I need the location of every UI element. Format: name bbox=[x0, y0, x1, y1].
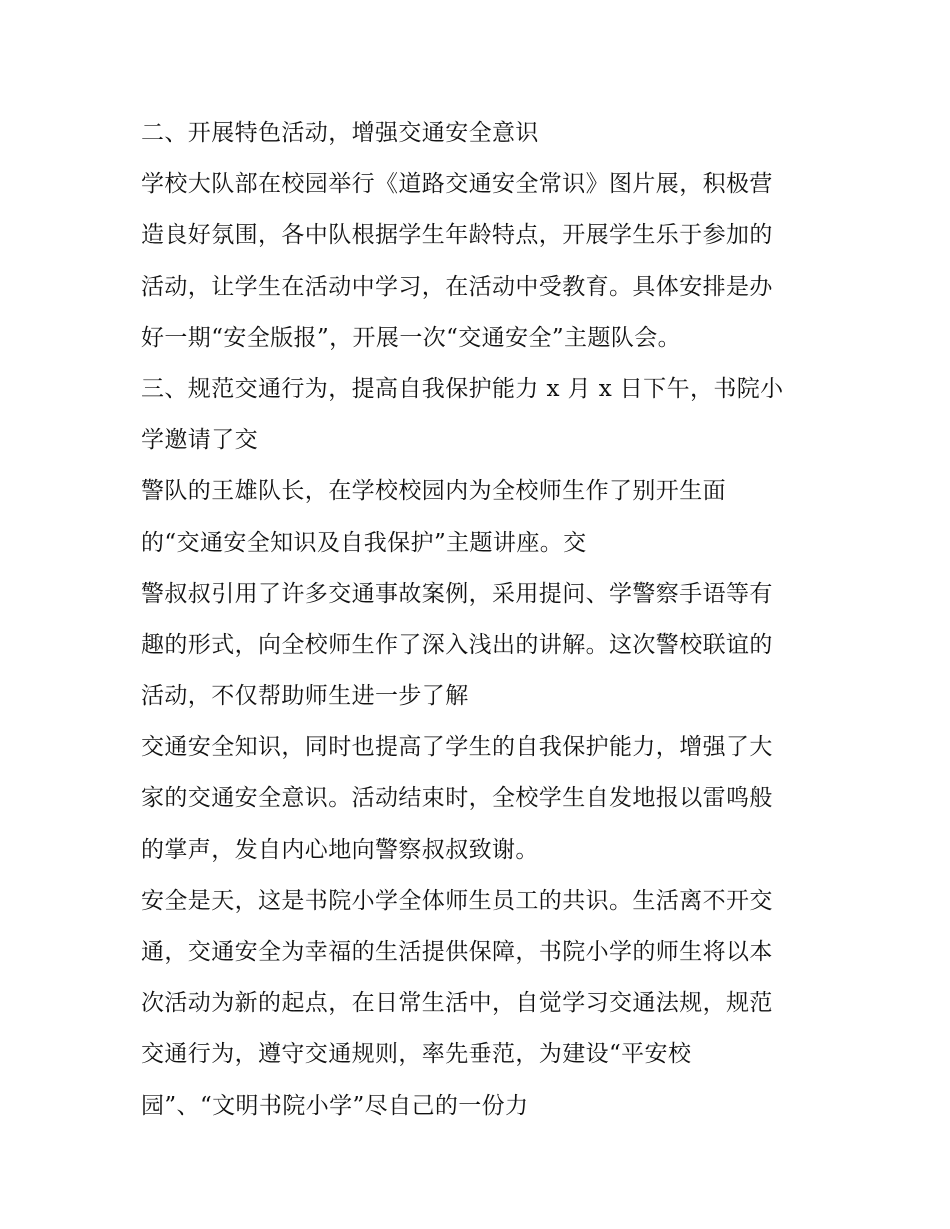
text-line: 交通行为，遵守交通规则，率先垂范，为建设“平安校 bbox=[141, 1041, 692, 1068]
text-line: 学校大队部在校园举行《道路交通安全常识》图片展，积极营 bbox=[141, 171, 773, 198]
text-line: 通，交通安全为幸福的生活提供保障，书院小学的师生将以本 bbox=[141, 939, 773, 965]
text-line: 的掌声，发自内心地向警察叔叔致谢。 bbox=[141, 836, 539, 863]
text-line: 学邀请了交 bbox=[141, 427, 258, 454]
text-line: 警叔叔引用了许多交通事故案例，采用提问、学警察手语等有 bbox=[141, 580, 773, 607]
text-line: 警队的王雄队长，在学校校园内为全校师生作了别开生面 bbox=[141, 478, 726, 505]
text-line: 交通安全知识，同时也提高了学生的自我保护能力，增强了大 bbox=[141, 734, 773, 761]
text-line: 好一期“安全版报”，开展一次“交通安全”主题队会。 bbox=[141, 324, 682, 351]
text-line: 造良好氛围，各中队根据学生年龄特点，开展学生乐于参加的 bbox=[141, 222, 773, 249]
text-line: 活动，不仅帮助师生进一步了解 bbox=[141, 683, 469, 710]
section-heading-2: 二、开展特色活动，增强交通安全意识 bbox=[141, 120, 539, 146]
text-line: 的“交通安全知识及自我保护”主题讲座。交 bbox=[141, 529, 587, 556]
text-line: 园”、“文明书院小学”尽自己的一份力 bbox=[141, 1092, 529, 1119]
text-line: 活动，让学生在活动中学习，在活动中受教育。具体安排是办 bbox=[141, 273, 773, 300]
text-line: 家的交通安全意识。活动结束时，全校学生自发地报以雷鸣般 bbox=[141, 785, 773, 812]
text-line: 趣的形式，向全校师生作了深入浅出的讲解。这次警校联谊的 bbox=[141, 631, 773, 658]
text-line: 次活动为新的起点，在日常生活中，自觉学习交通法规，规范 bbox=[141, 990, 773, 1017]
text-line: 安全是天，这是书院小学全体师生员工的共识。生活离不开交 bbox=[141, 887, 773, 914]
section-heading-3: 三、规范交通行为，提高自我保护能力 x 月 x 日下午，书院小 bbox=[141, 375, 784, 402]
document-body bbox=[141, 108, 821, 1132]
